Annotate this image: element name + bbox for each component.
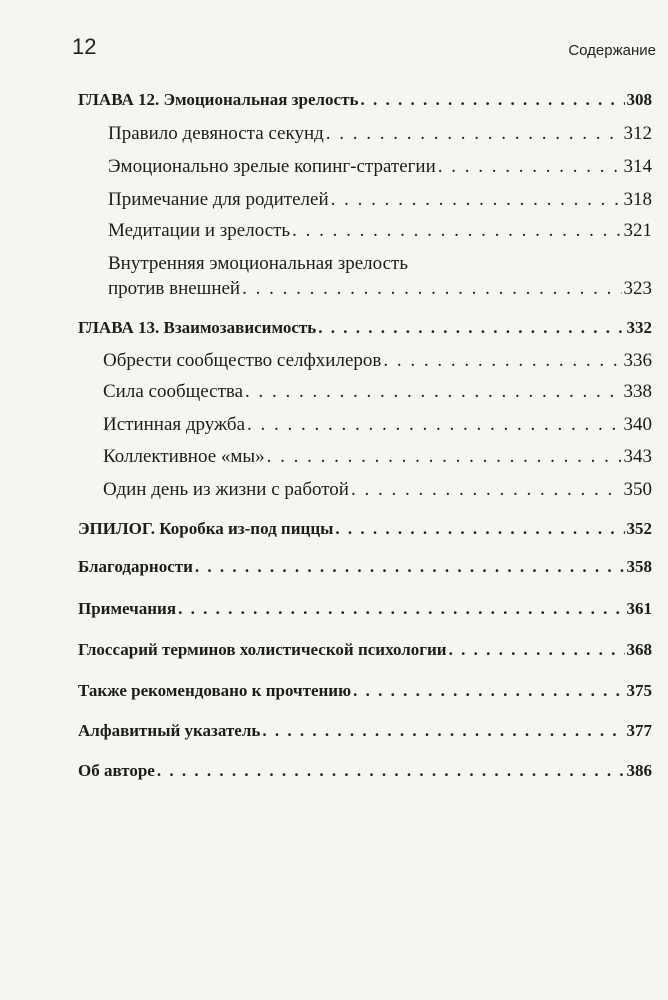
leader-dots <box>438 156 622 178</box>
toc-entry-title: Примечания <box>78 599 177 618</box>
leader-dots <box>318 318 624 338</box>
toc-entry-page: 343 <box>623 446 652 467</box>
toc-section[interactable] <box>103 414 652 436</box>
leader-dots <box>292 220 621 242</box>
toc-entry-page: 312 <box>623 123 652 144</box>
toc-entry-title: Благодарности <box>78 557 193 576</box>
toc-entry-title: Обрести сообщество селфхилеров <box>103 350 382 371</box>
leader-dots <box>383 350 621 372</box>
toc-entry-page: 377 <box>626 721 652 740</box>
leader-dots <box>262 721 624 741</box>
toc-entry-title: Эмоционально зрелые копинг-стратегии <box>108 156 436 177</box>
toc-section[interactable] <box>108 278 652 300</box>
toc-recommended-reading[interactable] <box>78 681 652 701</box>
leader-dots <box>195 557 625 577</box>
leader-dots <box>351 479 622 501</box>
toc-entry-page: 308 <box>626 90 652 109</box>
toc-entry-title: Также рекомендовано к прочтению <box>78 681 352 700</box>
toc-section[interactable] <box>103 381 652 403</box>
toc-entry-page: 336 <box>623 350 652 371</box>
leader-dots <box>242 278 621 300</box>
toc-section[interactable] <box>103 479 652 501</box>
toc-entry-title: Алфавитный указатель <box>78 721 261 740</box>
toc-chapter-13[interactable] <box>78 318 652 338</box>
leader-dots <box>267 446 622 468</box>
toc-entry-page: 358 <box>626 557 652 576</box>
toc-entry-title: Об авторе <box>78 761 155 780</box>
page-number: 12 <box>72 34 97 59</box>
leader-dots <box>326 123 622 145</box>
leader-dots <box>353 681 624 701</box>
toc-section-line1: Внутренняя эмоциональная зрелость <box>108 253 409 274</box>
toc-entry-page: 332 <box>626 318 652 337</box>
toc-entry-page: 368 <box>626 640 652 659</box>
toc-acknowledgements[interactable] <box>78 557 652 577</box>
toc-epilogue[interactable] <box>78 519 652 539</box>
toc-section[interactable] <box>103 446 652 468</box>
toc-entry-page: 338 <box>623 381 652 402</box>
toc-entry-page: 323 <box>623 278 652 299</box>
toc-index[interactable] <box>78 721 652 741</box>
toc-section[interactable] <box>103 350 652 372</box>
leader-dots <box>331 189 622 211</box>
toc-entry-page: 352 <box>626 519 652 538</box>
toc-entry-page: 375 <box>626 681 652 700</box>
toc-entry-title: Медитации и зрелость <box>108 220 291 241</box>
toc-notes[interactable] <box>78 599 652 619</box>
toc-entry-page: 321 <box>623 220 652 241</box>
toc-entry-title: Глоссарий терминов холистической психологии <box>78 640 447 659</box>
toc-entry-title: Примечание для родителей <box>108 189 329 210</box>
leader-dots <box>449 640 625 660</box>
toc-entry-page: 361 <box>626 599 652 618</box>
toc-entry-page: 340 <box>623 414 652 435</box>
leader-dots <box>245 381 621 403</box>
toc-entry-page: 314 <box>623 156 652 177</box>
toc-section[interactable] <box>108 156 652 178</box>
toc-entry-title: ГЛАВА 13. Взаимозависимость <box>78 318 317 337</box>
toc-entry-title: против внешней <box>108 278 241 299</box>
running-header: Содержание <box>568 42 656 59</box>
leader-dots <box>360 90 624 110</box>
leader-dots <box>178 599 624 619</box>
leader-dots <box>335 519 624 539</box>
toc-entry-title: Правило девяноста секунд <box>108 123 324 144</box>
toc-entry-title: Сила сообщества <box>103 381 244 402</box>
toc-glossary[interactable] <box>78 640 652 660</box>
toc-about-author[interactable] <box>78 761 652 781</box>
toc-entry-title: ГЛАВА 12. Эмоциональная зрелость <box>78 90 359 109</box>
toc-chapter-12[interactable] <box>78 90 652 110</box>
toc-entry-title: Один день из жизни с работой <box>103 479 349 500</box>
leader-dots <box>247 414 621 436</box>
toc-entry-page: 386 <box>626 761 652 780</box>
toc-entry-title: Истинная дружба <box>103 414 246 435</box>
toc-entry-title: Коллективное «мы» <box>103 446 265 467</box>
toc-entry-page: 318 <box>623 189 652 210</box>
toc-entry-page: 350 <box>623 479 652 500</box>
toc-section[interactable] <box>108 123 652 145</box>
leader-dots <box>157 761 625 781</box>
toc-entry-title: ЭПИЛОГ. Коробка из-под пиццы <box>78 519 334 538</box>
toc-section[interactable] <box>108 220 652 242</box>
toc-section[interactable] <box>108 189 652 211</box>
